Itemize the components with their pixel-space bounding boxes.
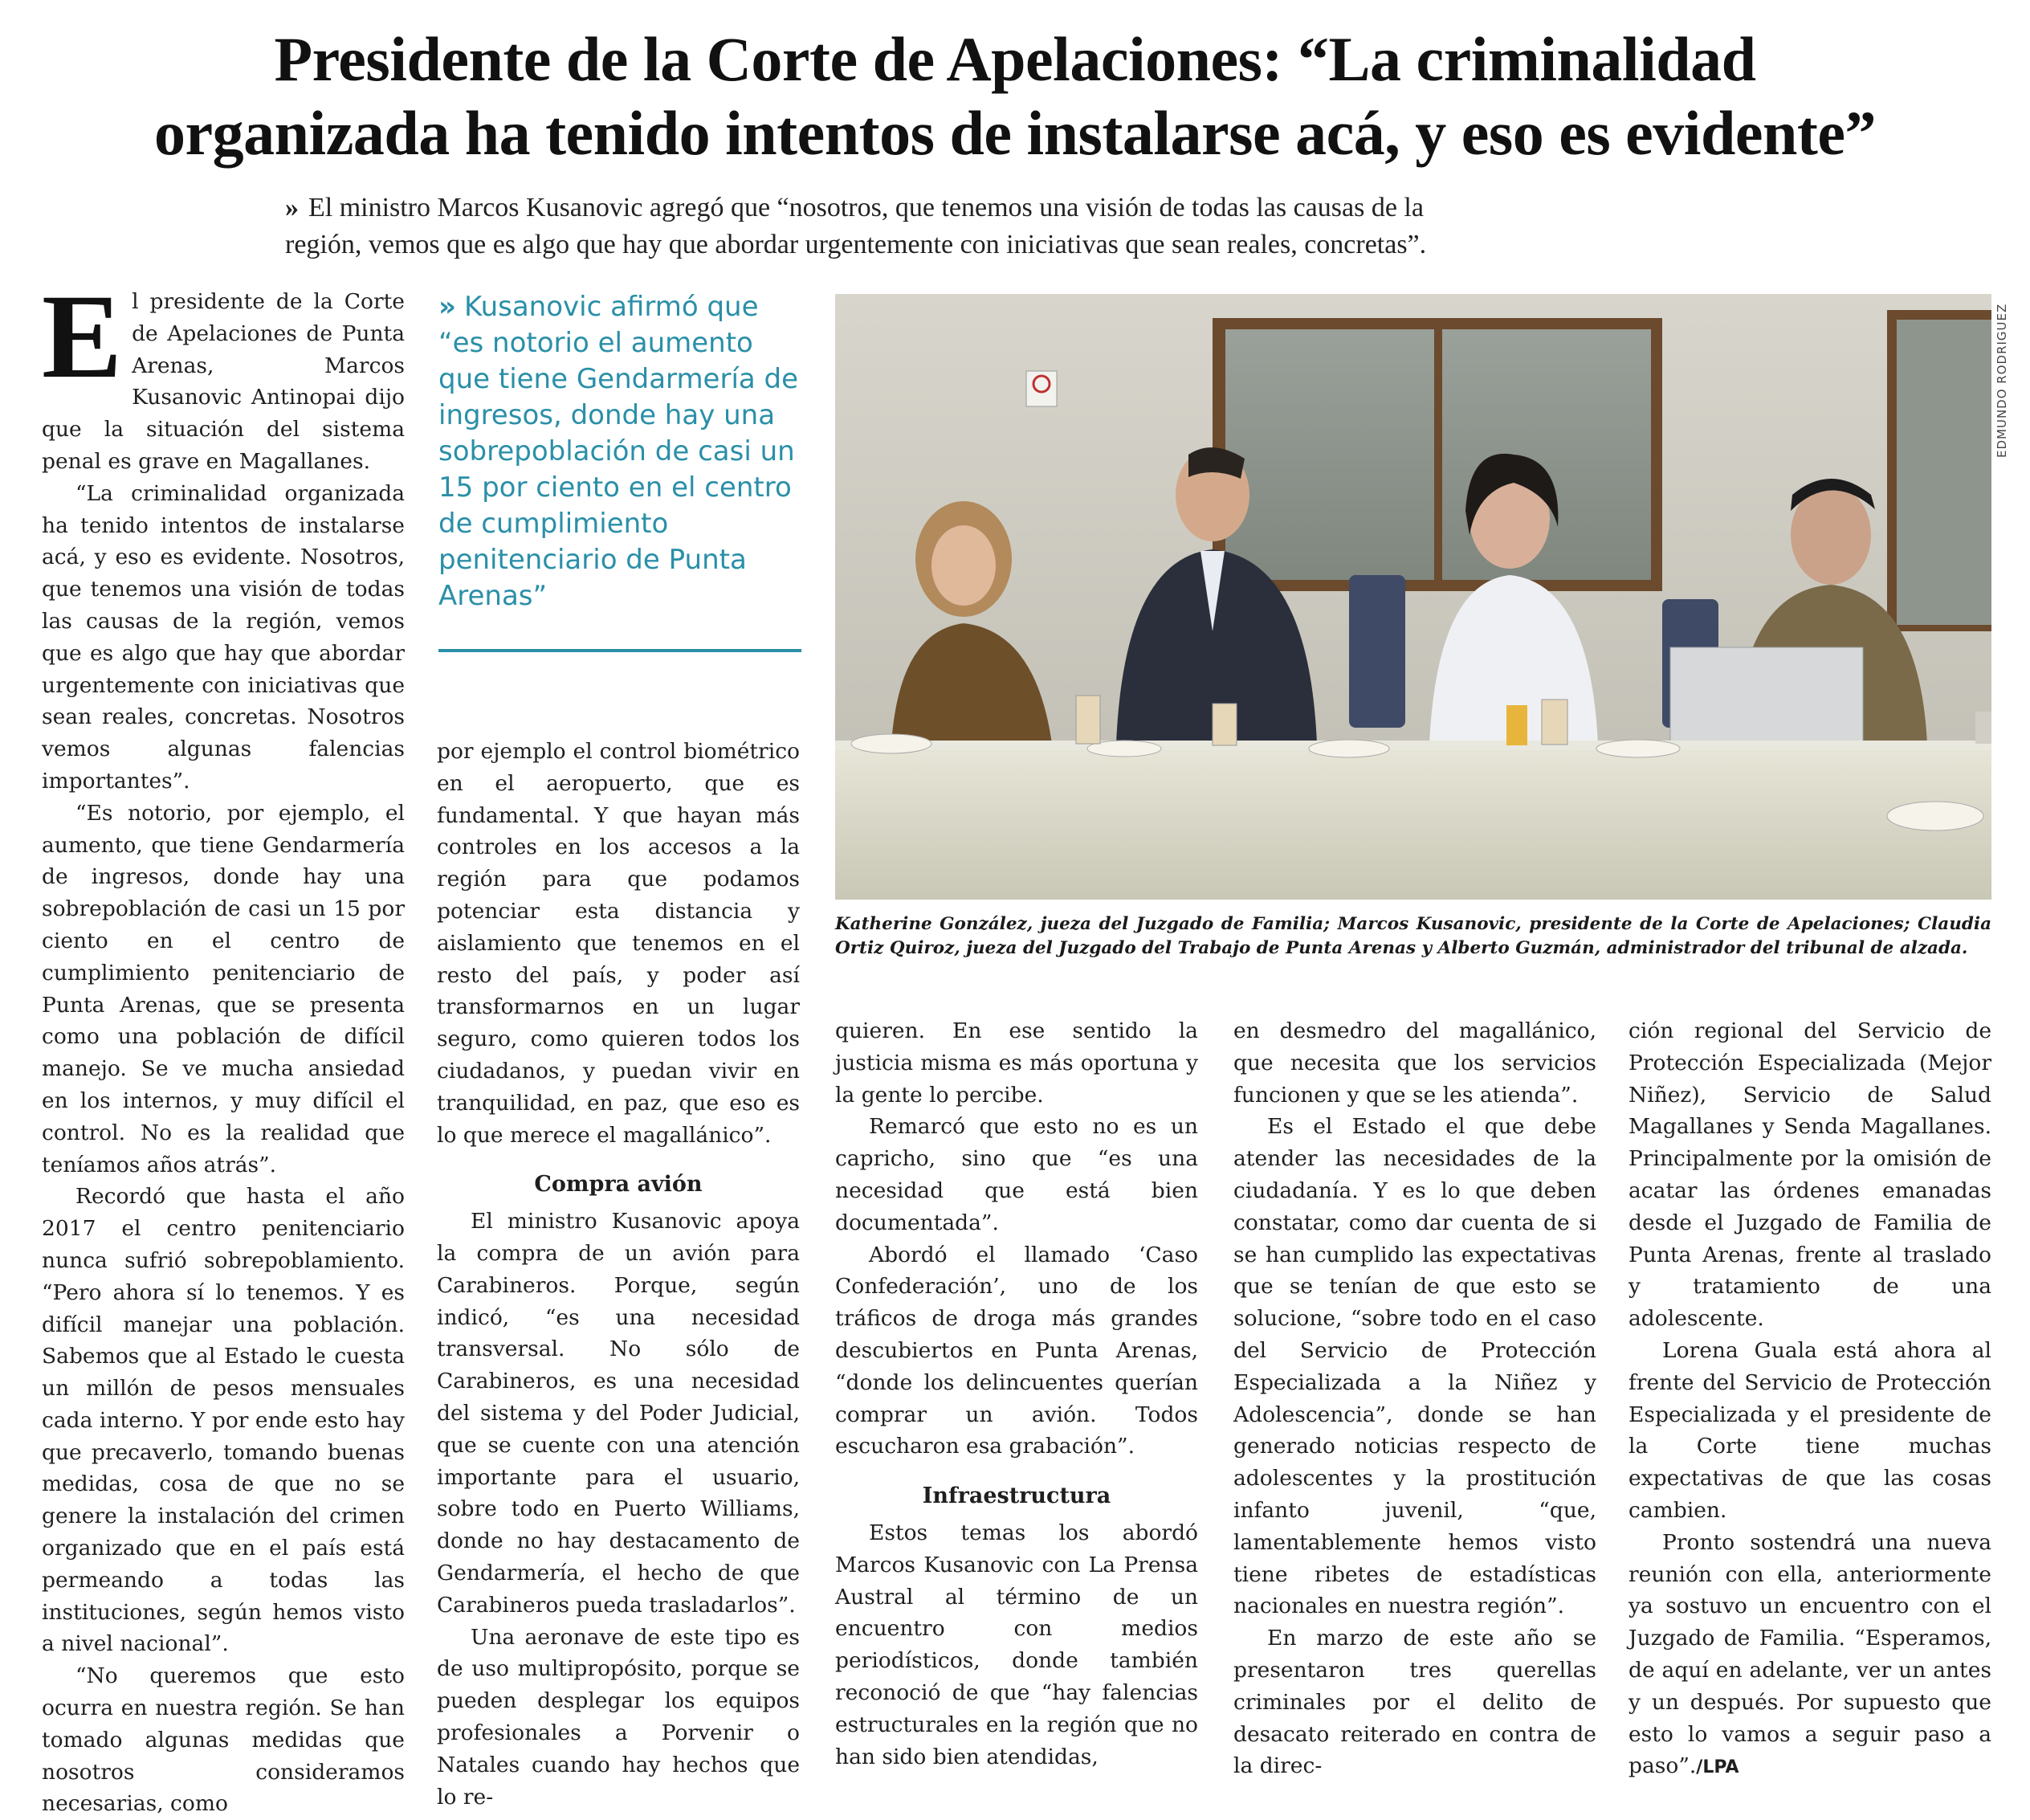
paragraph: “Es notorio, por ejemplo, el aumento, que tiene Gendarmería de ingresos, donde hay una sobrepoblación de casi un 15 por ciento en el centro de cumplimiento penitenciario de Punta Arenas, que se presenta como una población de difícil manejo. Se ve mucha ansiedad en los internos, y muy difícil el control. No es la realidad que teníamos años atrás”. bbox=[42, 800, 405, 1177]
dropcap: E bbox=[42, 270, 123, 403]
paragraph: Es el Estado el que debe atender las necesidades de la ciudadanía. Y es lo que deben constatar, como dar cuenta de si se han cumplido las expectativas que se tenían de que esto se solucione, “sobre todo en el caso del Servicio de Protección Especializada a la Niñez y Adolescencia”, donde se han generado noticias respecto de adolescentes y la prostitución infanto juvenil, “que, lamentablemente hemos visto tiene ribetes de estadísticas nacionales en nuestra región”. bbox=[1233, 1114, 1596, 1619]
article-column-3 bbox=[835, 1015, 1198, 1773]
paragraph: Estos temas los abordó Marcos Kusanovic con La Prensa Austral al término de un encuentro con medios periodísticos, donde también reconoció de que “hay falencias estructurales en la región que no han sido bien atendidas, bbox=[835, 1520, 1198, 1769]
photo-credit: EDMUNDO RODRIGUEZ bbox=[1995, 303, 2009, 458]
lead-text: l presidente de la Corte de Apelaciones de Punta Arenas, Marcos Kusanovic Antinopai dijo que la situación del sistema penal es grave en Magallanes. bbox=[42, 289, 405, 474]
headline-line-1: Presidente de la Corte de Apelaciones: “La criminalidad bbox=[274, 24, 1756, 94]
article-column-4 bbox=[1233, 1015, 1596, 1782]
final-text: Pronto sostendrá una nueva reunión con ella, anteriormente ya sostuvo un encuentro con el Juzgado de Familia. “Esperamos, de aquí en adelante, ver un antes y un después. Por supuesto que esto lo vamos a seguir paso a paso”. bbox=[1628, 1529, 1991, 1779]
paragraph: “La criminalidad organizada ha tenido intentos de instalarse acá, y eso es evidente. Nosotros, que tenemos una visión de todas las causas de la región, vemos que es algo que hay que abordar urgentemente con iniciativas que sean reales, concretas. Nosotros vemos algunas falencias importantes”. bbox=[42, 480, 405, 794]
paragraph-final bbox=[1628, 1527, 1991, 1784]
paragraph: por ejemplo el control biométrico en el aeropuerto, que es fundamental. Y que hayan más controles en los accesos a la región para que podamos potenciar esta distancia y aislamiento que tenemos en el resto del país, y poder así transformarnos en un lugar seguro, como quieren todos los ciudadanos, y puedan vivir en tranquilidad, en paz, que eso es lo que merece el magallánico”. bbox=[437, 739, 800, 1148]
paragraph: “No queremos que esto ocurra en nuestra región. Se han tomado algunas medidas que nosotros consideramos necesarias, como bbox=[42, 1663, 405, 1817]
paragraph: Remarcó que esto no es un capricho, sino que “es una necesidad que está bien documentada”. bbox=[835, 1114, 1198, 1235]
double-chevron-icon: » bbox=[285, 193, 299, 222]
deck-text-1: El ministro Marcos Kusanovic agregó que “nosotros, que tenemos una visión de todas las causas de la bbox=[308, 193, 1424, 222]
pull-quote-rule bbox=[438, 649, 801, 652]
pull-quote-text: Kusanovic afirmó que “es notorio el aumento que tiene Gendarmería de ingresos, donde hay una sobrepoblación de casi un 15 por ciento en el centro de cumplimiento penitenciario de Punta Arenas” bbox=[438, 291, 799, 612]
news-photo bbox=[835, 294, 1991, 900]
paragraph: Una aeronave de este tipo es de uso multipropósito, porque se pueden desplegar los equipos profesionales a Porvenir o Natales cuando hay hechos que lo re- bbox=[437, 1624, 800, 1810]
article-column-5 bbox=[1628, 1015, 1991, 1784]
paragraph: ción regional del Servicio de Protección Especializada (Mejor Niñez), Servicio de Salud Magallanes y Senda Magallanes. Principalmente por la omisión de acatar las órdenes emanadas desde el Juzgado de Familia de Punta Arenas, frente al traslado y tratamiento de una adolescente. bbox=[1628, 1018, 1991, 1332]
deck-line-2: región, vemos que es algo que hay que abordar urgentemente con iniciativas que sean reales, concretas”. bbox=[285, 230, 1427, 259]
deck-line-1 bbox=[285, 190, 1763, 226]
photo-caption: Katherine González, jueza del Juzgado de Familia; Marcos Kusanovic, presidente de la Corte de Apelaciones; Claudia Ortiz Quiroz, jueza del Juzgado del Trabajo de Punta Arenas y Alberto Guzmán, administrador del tribunal de alzada. bbox=[835, 914, 1991, 958]
headline bbox=[32, 22, 1998, 170]
signoff: /LPA bbox=[1696, 1757, 1739, 1778]
headline-line-2: organizada ha tenido intentos de instalarse acá, y eso es evidente” bbox=[154, 98, 1876, 168]
subhead-infraestructura: Infraestructura bbox=[922, 1483, 1111, 1509]
meeting-photo-illustration bbox=[835, 294, 1991, 900]
deck bbox=[285, 190, 1763, 263]
article-column-1 bbox=[42, 270, 405, 1820]
paragraph: quieren. En ese sentido la justicia misma es más oportuna y la gente lo percibe. bbox=[835, 1018, 1198, 1108]
paragraph: Lorena Guala está ahora al frente del Servicio de Protección Especializada y el presidente de la Corte tiene muchas expectativas de que las cosas cambien. bbox=[1628, 1337, 1991, 1523]
pull-quote bbox=[438, 289, 801, 614]
article-column-2 bbox=[437, 736, 800, 1813]
subhead-compra-avion: Compra avión bbox=[534, 1172, 703, 1198]
paragraph: Recordó que hasta el año 2017 el centro penitenciario nunca sufrió sobrepoblamiento. “Pero ahora sí lo tenemos. Y es difícil manejar una población. Sabemos que al Estado le cuesta un millón de pesos mensuales cada interno. Y por ende esto hay que precaverlo, tomando buenas medidas, cosa de que no se genere la instalación del crimen organizado que en el país está permeando a todas las instituciones, según hemos visto a nivel nacional”. bbox=[42, 1184, 405, 1657]
paragraph: en desmedro del magallánico, que necesita que los servicios funcionen y que se les atienda”. bbox=[1233, 1018, 1596, 1108]
paragraph-lead bbox=[42, 270, 405, 478]
paragraph: El ministro Kusanovic apoya la compra de un avión para Carabineros. Porque, según indicó, “es una necesidad transversal. No sólo de Carabineros, es una necesidad del sistema y del Poder Judicial, que se cuente con una atención importante para el usuario, sobre todo en Puerto Williams, donde no hay destacamento de Gendarmería, el hecho de que Carabineros pueda trasladarlos”. bbox=[437, 1209, 800, 1618]
double-chevron-icon: » bbox=[438, 291, 456, 323]
paragraph: Abordó el llamado ‘Caso Confederación’, uno de los tráficos de droga más grandes descubiertos en Punta Arenas, “donde los delincuentes querían comprar un avión. Todos escucharon esa grabación”. bbox=[835, 1242, 1198, 1459]
paragraph: En marzo de este año se presentaron tres querellas criminales por el delito de desacato reiterado en contra de la direc- bbox=[1233, 1626, 1596, 1779]
